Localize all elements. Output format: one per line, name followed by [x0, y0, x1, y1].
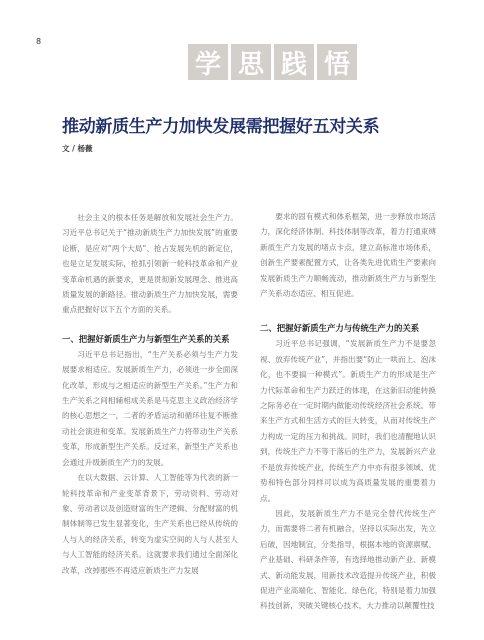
- paragraph: 习近平总书记强调，“发展新质生产力不是要忽视、放弃传统产业”，并指出要“防止一哄而上、泡沫化，也不要搞一种模式”。新质生产力的形成是生产力代际革命和生产力跃迁的体现，在这新旧动能转换之际务必在一定时期内做能动传统经济社会系统。带来生产方式和生活方式的巨大转变，从而对传统生产力构成一定的压力和挑战。同时，我们也清醒地认识到，传统生产力不等于落后的生产力，发展新兴产业不是放弃传统产业，传统生产力中亦有很多领域、优势和特色部分同样可以成为高质量发展的重要着力点。: [260, 339, 436, 503]
- section-heading: 一、把握好新质生产力与新型生产关系的关系: [62, 333, 230, 344]
- paragraph: 因此，发展新质生产力不是完全替代传统生产力，而需要将二者有机融合，坚持以实际出发，先立后破，因地制宜，分类指导，根据本地的资源禀赋、产业基础、科研条件等，有选择地推动新产业、新模式、新动能发展，用新技术改造提升传统产业，积极促进产业高端化、智能化、绿色化，特别是着力加强科技创新，突破关键核心技术，大力推动以颠覆性技: [260, 508, 436, 611]
- paragraph: 社会主义的根本任务是解放和发展社会生产力。习近平总书记关于“推动新质生产力加快发展”的重要论断，是应对“两个大局”、抢占发展先机的新定位，也是立足发展实际，抢抓引领新一轮科技革命和产业变革命机遇的新要求，更是贯彻新发展理念、推进高质量发展的新路径。推动新质生产力加快发展，需要重点把握好以下五个方面的关系。: [62, 213, 238, 315]
- section-banner: [188, 42, 357, 82]
- left-column: [62, 210, 238, 578]
- banner-char: 悟: [317, 44, 357, 80]
- author-byline: 文 / 杨薇: [62, 144, 93, 153]
- section-heading: 二、把握好新质生产力与传统生产力的关系: [260, 323, 420, 334]
- banner-char: 思: [231, 44, 271, 80]
- right-column: [260, 209, 436, 614]
- paragraph: 习近平总书记指出，“生产关系必须与生产力发展要求相适应。发展新质生产力，必须进一步全面深化改革，形成与之相适应的新型生产关系。”生产力和生产关系之间相辅相成关系是马克思主义政治经济学的核心思想之一，二者的矛盾运动和循环往复不断推动社会演进和变革。发展新质生产力将带动生产关系变革，形成新型生产关系。反过来，新型生产关系也会通过升级新质生产力的发展。: [62, 349, 238, 467]
- paragraph: 要求的固有模式和体系框架，进一步释放市场活力，深化经济体制、科技体制等改革，着力打通束缚新质生产力发展的堵点卡点，建立高标准市场体系，创新生产要素配置方式，让各类先进优质生产要素向发展新质生产力顺畅流动，推动新质生产力与新型生产关系动态适应、相互促进。: [260, 212, 436, 299]
- banner-char: 践: [274, 44, 314, 80]
- banner-char: 学: [188, 44, 228, 80]
- article-title: 推动新质生产力加快发展需把握好五对关系: [62, 117, 380, 137]
- paragraph: 在以大数据、云计算、人工智能等为代表的新一轮科技革命和产业变革背景下，劳动资料、劳动对象、劳动者以及创造财富的生产逻辑、分配财富的机制体制等已发生显著变化，生产关系也已经从传统的人与人的经济关系，转变为虚实空间的人与人甚至人与人工智能的经济关系。这就要求我们通过全面深化改革，改掉那些不再适应新质生产力发展: [62, 473, 238, 575]
- page-number: 8: [36, 37, 42, 46]
